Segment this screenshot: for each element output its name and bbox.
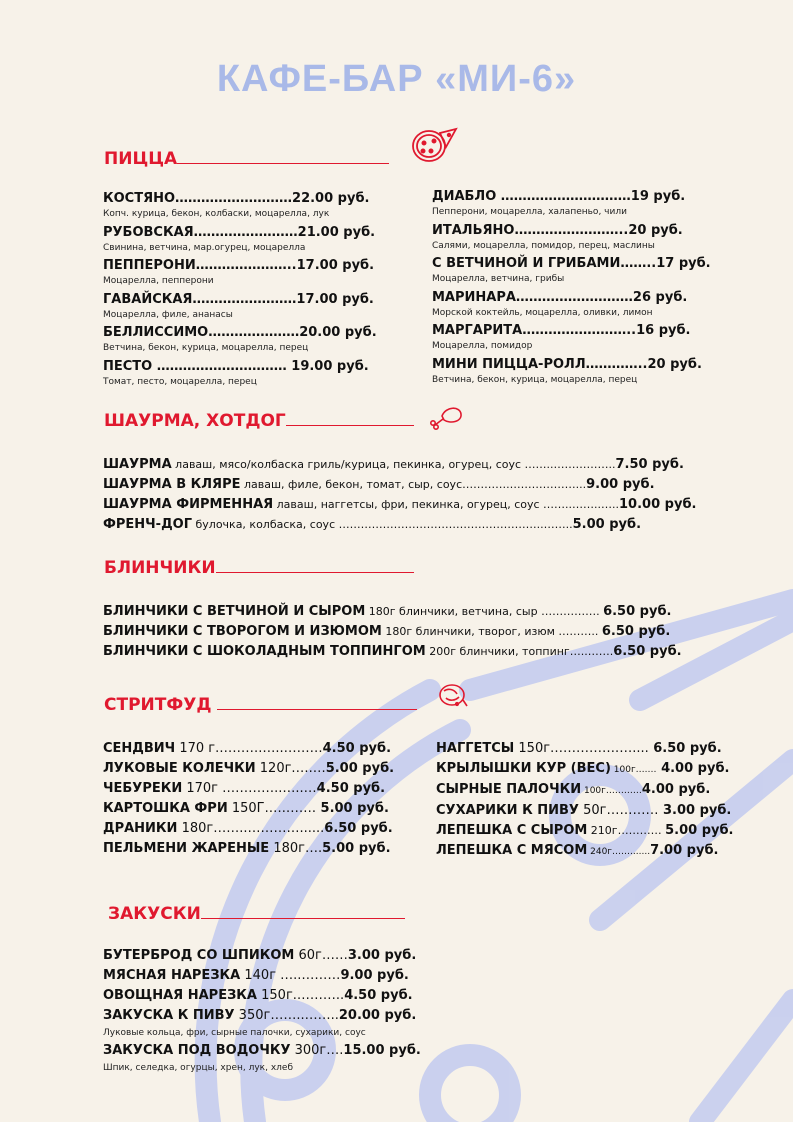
menu-item-price: 6.50 руб. xyxy=(648,741,722,756)
menu-item-price: 6.50 руб. xyxy=(603,604,672,619)
menu-item xyxy=(103,986,421,1006)
menu-item-price: 9.00 руб. xyxy=(340,968,409,983)
menu-item-price: 4.50 руб. xyxy=(344,988,413,1003)
menu-item-description: 180г блинчики, ветчина, сыр ……………. xyxy=(365,605,604,618)
menu-item-description: Ветчина, бекон, курица, моцарелла, перец xyxy=(103,343,309,353)
page-title: КАФЕ-БАР «МИ-6» xyxy=(216,58,577,100)
menu-item-name: БУТЕРБРОД СО ШПИКОМ xyxy=(103,948,295,963)
menu-item xyxy=(103,475,696,495)
menu-item-description: Копч. курица, бекон, колбаски, моцарелла, лук xyxy=(103,209,330,219)
menu-item xyxy=(432,188,711,222)
menu-item xyxy=(103,946,421,966)
menu-item-description: 120г.….… xyxy=(255,761,326,776)
menu-item-name: МЯСНАЯ НАРЕЗКА xyxy=(103,968,241,983)
menu-item-description: лаваш, наггетсы, фри, пекинка, огурец, соус ……..……..….. xyxy=(273,498,620,511)
menu-item-description: 300г…. xyxy=(290,1043,344,1058)
chicken-leg-icon xyxy=(428,402,464,430)
menu-item-line: ИТАЛЬЯНО……………………..20 руб. xyxy=(432,222,683,238)
menu-item-price: 4.00 руб. xyxy=(641,782,711,797)
menu-item xyxy=(103,622,682,642)
menu-item-name: БЛИНЧИКИ С ВЕТЧИНОЙ И СЫРОМ xyxy=(103,604,366,619)
section-title-text: ШАУРМА, ХОТДОГ xyxy=(104,411,286,431)
menu-item-description: Моцарелла, помидор xyxy=(432,341,533,351)
menu-item-description: Ветчина, бекон, курица, моцарелла, перец xyxy=(432,374,638,385)
menu-item xyxy=(436,759,734,780)
menu-item-description: 50г………… xyxy=(578,803,659,818)
menu-item xyxy=(103,291,377,325)
menu-item xyxy=(103,839,394,859)
menu-item-name: ФРЕНЧ-ДОГ xyxy=(103,517,192,532)
streetfood-right-column xyxy=(436,739,734,862)
menu-item-line: МАРГАРИТА……………………..16 руб. xyxy=(432,323,691,338)
menu-item-subdescription: Шпик, селедка, огурцы, хрен, лук, хлеб xyxy=(103,1063,293,1073)
menu-item xyxy=(103,739,394,759)
menu-item-price: 5.00 руб. xyxy=(316,801,389,816)
menu-item-line: С ВЕТЧИНОЙ И ГРИБАМИ……..17 руб. xyxy=(432,256,711,271)
menu-item-description: лаваш, мясо/колбаска гриль/курица, пекинка, огурец, соус ……..…………….. xyxy=(171,458,616,471)
menu-item-price: 6.50 руб. xyxy=(601,624,671,639)
menu-item xyxy=(436,739,734,759)
menu-item-line: МАРИНАРА………………………26 руб. xyxy=(432,289,688,305)
menu-item-description: 170 г.……….…..……… xyxy=(175,741,323,756)
menu-item xyxy=(432,289,711,323)
menu-item-name: БЛИНЧИКИ С ТВОРОГОМ И ИЗЮМОМ xyxy=(103,624,382,639)
menu-item-description: 60г…… xyxy=(294,948,348,963)
menu-item-name: ШАУРМА ФИРМЕННАЯ xyxy=(103,497,274,512)
section-title-streetfood xyxy=(104,695,417,715)
menu-item xyxy=(103,1006,421,1026)
streetfood-left-column xyxy=(103,739,394,859)
menu-item-line: ПЕСТО ………………………… 19.00 руб. xyxy=(103,358,369,374)
menu-item-price: 6.50 руб. xyxy=(613,644,682,659)
section-title-pizza xyxy=(104,149,389,169)
menu-item-description: 350г……..…….. xyxy=(234,1008,339,1023)
menu-item-name: ЛУКОВЫЕ КОЛЕЧКИ xyxy=(103,761,256,776)
menu-item-price: 5.00 руб. xyxy=(325,761,395,776)
menu-item-description: 140г …..……… xyxy=(240,968,341,983)
menu-item-price: 4.50 руб. xyxy=(316,781,386,796)
section-underline xyxy=(217,708,417,710)
menu-item-description: лаваш, филе, бекон, томат, сыр, соус………….………………... xyxy=(240,478,587,491)
menu-item-line: МИНИ ПИЦЦА-РОЛЛ…………..20 руб. xyxy=(432,356,702,372)
section-title-text: СТРИТФУД xyxy=(104,695,212,715)
menu-item xyxy=(103,358,377,392)
menu-item xyxy=(103,799,394,819)
menu-item xyxy=(103,759,394,779)
menu-item-description: Пепперони, моцарелла, халапеньо, чили xyxy=(432,207,627,217)
menu-item-description: 200г блинчики, топпинг…..……. xyxy=(425,645,614,658)
menu-item-name: ЛЕПЕШКА С СЫРОМ xyxy=(436,823,588,838)
section-underline xyxy=(216,571,414,573)
menu-item xyxy=(436,780,734,801)
menu-item-description: булочка, колбаска, соус ………………………………………………..…….. xyxy=(192,518,573,531)
menu-item-description: Моцарелла, филе, ананасы xyxy=(103,309,233,320)
menu-item-line: ГАВАЙСКАЯ……………………17.00 руб. xyxy=(103,291,374,307)
menu-item-name: КРЫЛЫШКИ КУР (ВЕС) xyxy=(436,761,611,776)
menu-item-description: Морской коктейль, моцарелла, оливки, лимон xyxy=(432,307,653,318)
menu-item-name: НАГГЕТСЫ xyxy=(436,741,515,756)
menu-item xyxy=(103,1041,421,1061)
menu-item-description: 100г………… xyxy=(581,786,642,796)
menu-item-price: 3.00 руб. xyxy=(658,803,732,818)
menu-item-price: 4.50 руб. xyxy=(322,741,392,756)
menu-item-price: 5.00 руб. xyxy=(322,841,391,856)
pizza-icon xyxy=(410,125,458,165)
menu-item-price: 5.00 руб. xyxy=(572,517,642,532)
menu-item-name: КАРТОШКА ФРИ xyxy=(103,801,228,816)
menu-item-name: ПЕЛЬМЕНИ ЖАРЕНЫЕ xyxy=(103,841,270,856)
sausage-icon xyxy=(437,682,469,710)
menu-item-description: Томат, песто, моцарелла, перец xyxy=(103,376,257,387)
menu-item xyxy=(432,356,711,390)
menu-item-description: Моцарелла, пепперони xyxy=(103,276,214,286)
menu-item-description: 240г……....... xyxy=(587,847,651,857)
menu-item-line: ПЕППЕРОНИ…………………..17.00 руб. xyxy=(103,258,375,273)
menu-item-description: Моцарелла, ветчина, грибы xyxy=(432,274,565,284)
menu-item xyxy=(103,495,696,515)
menu-item-price: 10.00 руб. xyxy=(619,497,697,512)
menu-item-description: 150Г.….……. xyxy=(227,801,316,816)
menu-item-line: БЕЛЛИССИМО…………………20.00 руб. xyxy=(103,325,377,340)
menu-item-line: ДИАБЛО …………………………19 руб. xyxy=(432,189,686,204)
menu-item xyxy=(103,190,377,224)
menu-item-price: 7.50 руб. xyxy=(615,457,684,472)
menu-item-description: 150г.……….. xyxy=(257,988,345,1003)
menu-item xyxy=(103,324,377,358)
menu-item xyxy=(436,841,734,862)
menu-item xyxy=(103,602,682,622)
menu-item xyxy=(103,642,682,662)
menu-item xyxy=(436,801,734,821)
section-underline xyxy=(177,162,389,164)
menu-item-line: КОСТЯНО………………………22.00 руб. xyxy=(103,191,370,206)
pizza-right-column xyxy=(432,188,711,389)
section-title-shawarma xyxy=(104,411,414,431)
menu-item xyxy=(103,779,394,799)
menu-item-name: ЗАКУСКА К ПИВУ xyxy=(103,1008,235,1023)
menu-item-name: ЗАКУСКА ПОД ВОДОЧКУ xyxy=(103,1043,291,1058)
section-title-snacks xyxy=(108,904,405,924)
menu-item-price: 3.00 руб. xyxy=(347,948,417,963)
menu-item xyxy=(103,224,377,258)
menu-item-name: ШАУРМА xyxy=(103,457,172,472)
menu-item-description: 180г…. xyxy=(269,841,323,856)
menu-item-description: 100г….… xyxy=(610,765,657,775)
menu-item-name: СЫРНЫЕ ПАЛОЧКИ xyxy=(436,782,582,797)
menu-item xyxy=(432,255,711,289)
pancakes-list xyxy=(103,602,682,662)
menu-item-name: ОВОЩНАЯ НАРЕЗКА xyxy=(103,988,257,1003)
menu-item xyxy=(432,222,711,256)
menu-item-subdescription: Луковые кольца, фри, сырные палочки, сухарики, соус xyxy=(103,1028,366,1038)
menu-item-name: СУХАРИКИ К ПИВУ xyxy=(436,803,579,818)
menu-item-price: 6.50 руб. xyxy=(324,821,393,836)
shawarma-list xyxy=(103,455,696,535)
menu-item-description: 210г………… xyxy=(587,824,666,837)
menu-item-price: 9.00 руб. xyxy=(586,477,655,492)
menu-item-description: 150г…………….….... xyxy=(514,741,649,756)
snacks-list xyxy=(103,946,421,1076)
menu-item-name: ШАУРМА В КЛЯРЕ xyxy=(103,477,241,492)
menu-item-price: 4.00 руб. xyxy=(656,761,730,776)
menu-item-description: 180г……..…………...... xyxy=(177,821,325,836)
menu-item xyxy=(432,322,711,356)
menu-item xyxy=(103,257,377,291)
menu-item-name: ЛЕПЕШКА С МЯСОМ xyxy=(436,843,588,858)
menu-item-price: 5.00 руб. xyxy=(665,823,734,838)
menu-item-description: Салями, моцарелла, помидор, перец, маслины xyxy=(432,240,655,251)
menu-item-line: РУБОВСКАЯ……………………21.00 руб. xyxy=(103,224,376,240)
menu-item xyxy=(103,966,421,986)
menu-item xyxy=(103,455,696,475)
menu-item-price: 20.00 руб. xyxy=(338,1008,417,1023)
section-underline xyxy=(201,917,405,919)
menu-item xyxy=(436,821,734,841)
section-title-text: БЛИНЧИКИ xyxy=(104,558,216,578)
menu-item xyxy=(103,819,394,839)
section-underline xyxy=(286,424,414,426)
menu-item-price: 7.00 руб. xyxy=(650,843,719,858)
menu-item-description: Свинина, ветчина, мар.огурец, моцарелла xyxy=(103,242,306,253)
section-title-text: ЗАКУСКИ xyxy=(108,904,201,924)
section-title-pancakes xyxy=(104,558,414,578)
menu-item-description: 170г …………..…..… xyxy=(182,781,317,796)
pizza-left-column xyxy=(103,190,377,391)
menu-item-name: ЧЕБУРЕКИ xyxy=(103,781,183,796)
menu-item-name: БЛИНЧИКИ С ШОКОЛАДНЫМ ТОППИНГОМ xyxy=(103,644,426,659)
menu-item-name: ДРАНИКИ xyxy=(103,821,178,836)
menu-item-description: 180г блинчики, творог, изюм ……….. xyxy=(381,625,602,638)
menu-item xyxy=(103,515,696,535)
menu-item-name: СЕНДВИЧ xyxy=(103,741,176,756)
section-title-text: ПИЦЦА xyxy=(104,149,178,169)
menu-item-price: 15.00 руб. xyxy=(343,1043,421,1058)
